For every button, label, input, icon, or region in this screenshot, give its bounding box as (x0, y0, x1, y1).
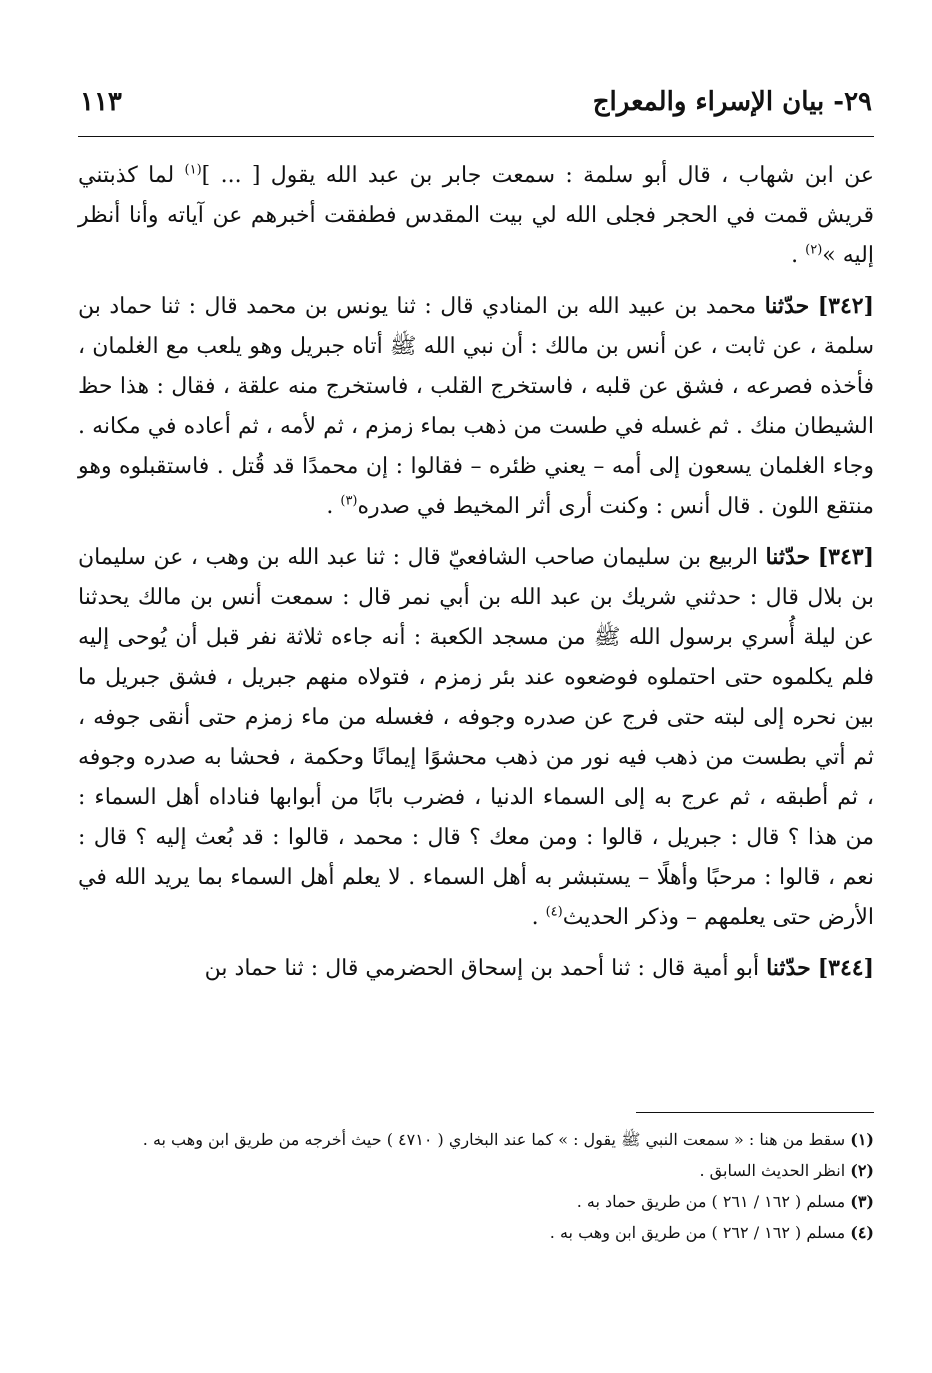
paragraph (78, 156, 874, 276)
paragraph (78, 537, 874, 938)
header-rule (78, 136, 874, 137)
paragraph-text: عن ابن شهاب ، قال أبو سلمة : سمعت جابر بن عبد الله يقول [ ... ] (201, 163, 874, 188)
footnote-mark: (٣) (850, 1192, 874, 1211)
footnote-reference: (١) (184, 162, 202, 178)
hadith-number: [٣٤٣] (817, 544, 874, 570)
main-text (78, 156, 874, 999)
hadith-number: [٣٤٤] (817, 955, 874, 981)
narration-keyword: حدّثنا (766, 955, 811, 981)
footnote-mark: (٢) (850, 1161, 874, 1180)
footnote-reference: (٣) (340, 493, 358, 509)
narration-keyword: حدّثنا (764, 293, 810, 319)
footnote (78, 1186, 874, 1217)
page-number: ١١٣ (80, 87, 122, 117)
paragraph-text: محمد بن عبيد الله بن المنادي قال : ثنا يونس بن محمد قال : ثنا حماد بن سلمة ، عن ثابت ، عن أنس بن مالك : أن نبي الله ﷺ أتاه جبريل وهو يلعب مع الغلمان ، فأخذه فصرعه ، فشق عن قلبه ، فاستخرج القلب ، فاستخرج منه علقة ، فقال : هذا حظ الشيطان منك . ثم غسله في طست من ذهب بماء زمزم ، ثم لأمه ، ثم أعاده في مكانه . وجاء الغلمان يسعون إلى أمه – يعني ظئره – فقالوا : إن محمدًا قد قُتل . فاستقبلوه وهو منتقع اللون . قال أنس : وكنت أرى أثر المخيط في صدره (78, 294, 874, 519)
footnote-text: انظر الحديث السابق . (699, 1161, 846, 1180)
paragraph (78, 948, 874, 989)
paragraph-text: الربيع بن سليمان صاحب الشافعيّ قال : ثنا عبد الله بن وهب ، عن سليمان بن بلال قال : حدثني شريك بن عبد الله بن أبي نمر قال : سمعت أنس بن مالك يحدثنا عن ليلة أُسري برسول الله ﷺ من مسجد الكعبة : أنه جاءه ثلاثة نفر قبل أن يُوحى إليه فلم يكلموه حتى احتملوه فوضعوه عند بئر زمزم ، فتولاه منهم جبريل ، فشق جبريل ما بين نحره إلى لبته حتى فرج عن صدره وجوفه ، فغسله من ماء زمزم حتى أنقى جوفه ، ثم أتي بطست من ذهب فيه نور من ذهب محشوًا إيمانًا وحكمة ، فحشا به صدره وجوفه ، ثم أطبقه ، ثم عرج به إلى السماء الدنيا ، فضرب بابًا من أبوابها فناداه أهل السماء : من هذا ؟ قال : جبريل ، قالوا : ومن معك ؟ قال : محمد ، قالوا : قد بُعث إليه ؟ قال : نعم ، قالوا : مرحبًا وأهلًا – يستبشر به أهل السماء . لا يعلم أهل السماء بما يريد الله في الأرض حتى يعلمهم – وذكر الحديث (78, 545, 875, 930)
paragraph-text: . (791, 243, 806, 268)
footnote-text: مسلم ( ١٦٢ / ٢٦١ ) من طريق حماد به . (576, 1192, 846, 1211)
paragraph (78, 286, 874, 527)
footnote-reference: (٢) (805, 242, 823, 258)
paragraph-text: . (326, 494, 341, 519)
footnote-text: سقط من هنا : « سمعت النبي ﷺ يقول : » كما عند البخاري ( ٤٧١٠ ) حيث أخرجه من طريق ابن وهب به . (142, 1130, 846, 1149)
footnote-reference: (٤) (545, 904, 563, 920)
paragraph-text (811, 956, 818, 981)
footnote-mark: (٤) (850, 1223, 874, 1242)
paragraph-text (810, 545, 818, 570)
chapter-title: ٢٩- بيان الإسراء والمعراج (592, 87, 872, 117)
hadith-number: [٣٤٢] (817, 293, 874, 319)
footnote-separator (636, 1112, 874, 1113)
paragraph-text: . (531, 905, 546, 930)
narration-keyword: حدّثنا (765, 544, 811, 570)
paragraph-text: لما كذبتني قريش قمت في الحجر فجلى الله لي بيت المقدس فطفقت أخبرهم عن آياته وأنا أنظر إليه » (78, 163, 874, 268)
footnotes (78, 1124, 874, 1248)
footnote (78, 1124, 874, 1155)
footnote-mark: (١) (850, 1130, 874, 1149)
footnote-text: مسلم ( ١٦٢ / ٢٦٢ ) من طريق ابن وهب به . (549, 1223, 846, 1242)
footnote (78, 1155, 874, 1186)
running-header (80, 82, 872, 122)
paragraph-text: أبو أمية قال : ثنا أحمد بن إسحاق الحضرمي قال : ثنا حماد بن (204, 956, 767, 981)
paragraph-text (809, 294, 817, 319)
footnote (78, 1217, 874, 1248)
